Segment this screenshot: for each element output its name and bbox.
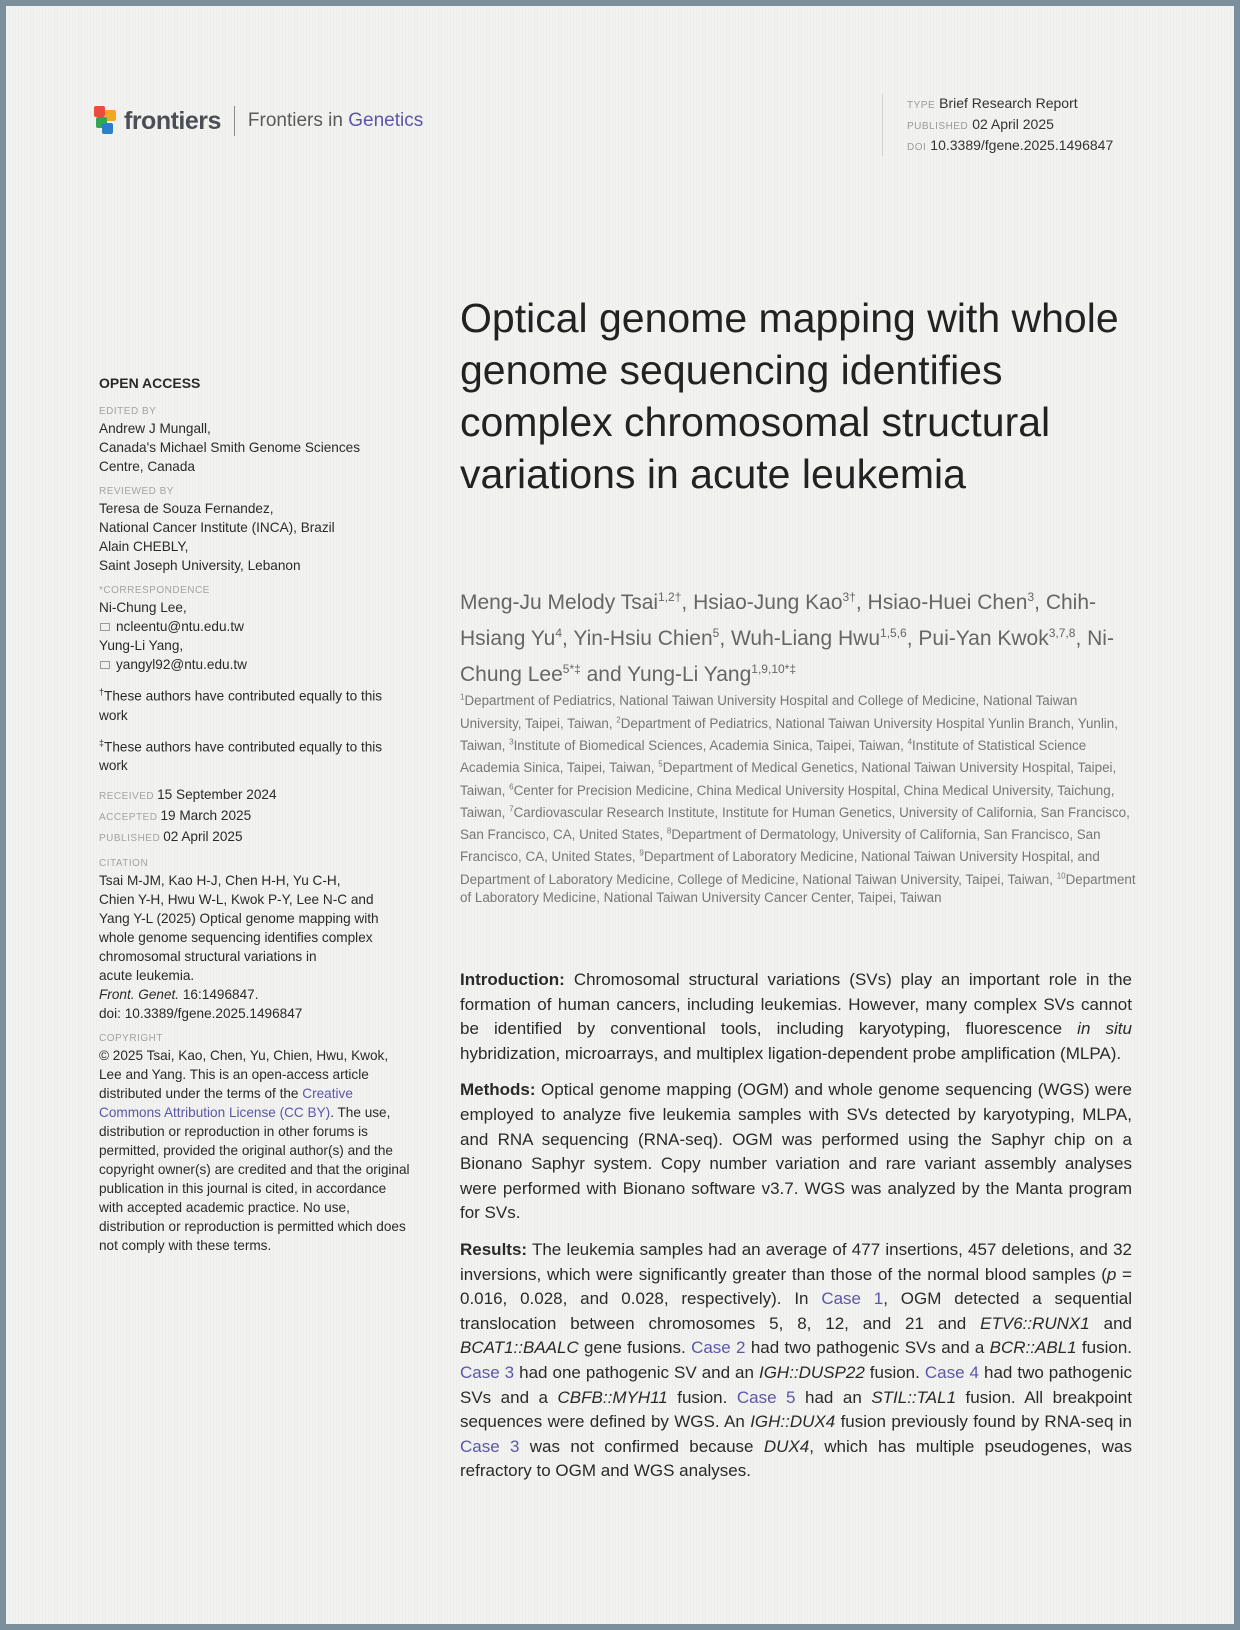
affiliation: $^9$Department of Laboratory Medicine, National Taiwan University Hospital, and Department of Laboratory Medicine, College of Medicine, National Taiwan University, Taipei, Taiwan, bbox=[460, 848, 1100, 887]
correspondent-email-row bbox=[99, 655, 414, 674]
copyright-pre: © 2025 Tsai, Kao, Chen, Yu, Chien, Hwu, Kwok, Lee and Yang. This is an open-access article distributed under the terms of the bbox=[99, 1048, 389, 1102]
article-title: Optical genome mapping with whole genome sequencing identifies complex chromosomal structural variations in acute leukemia bbox=[460, 295, 1119, 497]
envelope-icon bbox=[100, 661, 110, 669]
accepted-label: ACCEPTED bbox=[99, 812, 158, 824]
journal-subject: Genetics bbox=[348, 110, 424, 131]
abstract bbox=[460, 968, 1132, 1496]
journal-prefix: Frontiers in bbox=[247, 110, 349, 131]
footnote-text: These authors have contributed equally to this work bbox=[99, 739, 383, 774]
citation-line: whole genome sequencing identifies complex bbox=[99, 930, 373, 946]
correspondence-label: *CORRESPONDENCE bbox=[99, 585, 210, 596]
received-label: RECEIVED bbox=[99, 791, 155, 803]
copyright-label: COPYRIGHT bbox=[99, 1033, 163, 1045]
affiliation: $^8$Department of Dermatology, University of California, San Francisco, San Francisco, CA, United States, bbox=[460, 826, 1101, 865]
published-value: 02 April 2025 bbox=[163, 829, 243, 845]
case-link[interactable]: Case 3 bbox=[460, 1362, 515, 1382]
author[interactable]: Pui-Yan Kwok$^{3,7,8}$ bbox=[918, 626, 1076, 650]
editor-line: Centre, Canada bbox=[99, 459, 195, 474]
abstract-introduction: Introduction: Chromosomal structural variations (SVs) play an important role in the formation of human cancers, including leukemias. However, many complex SVs cannot be identified by conventional tools, including karyotyping, fluorescence in situ hybridization, microarrays, and multiplex ligation-dependent probe amplification (MLPA). bbox=[460, 970, 1132, 1063]
affiliations bbox=[460, 689, 1140, 908]
affiliation: $^6$Center for Precision Medicine, China Medical University Hospital, China Medical University, Taichung, Taiwan, bbox=[460, 782, 1115, 820]
section-label: Introduction: bbox=[460, 970, 565, 989]
copyright-text bbox=[99, 1046, 414, 1255]
section-label: Methods: bbox=[460, 1080, 536, 1100]
journal-logo[interactable] bbox=[94, 106, 423, 136]
author[interactable]: Hsiao-Jung Kao$^{3\dagger}$ bbox=[693, 590, 856, 614]
citation-doi: doi: 10.3389/fgene.2025.1496847 bbox=[99, 1006, 303, 1022]
meta-doi-label: DOI bbox=[907, 142, 927, 153]
case-link[interactable]: Case 4 bbox=[924, 1362, 979, 1382]
published-date bbox=[99, 827, 414, 848]
meta-doi-value[interactable]: 10.3389/fgene.2025.1496847 bbox=[930, 137, 1114, 153]
meta-published-label: PUBLISHED bbox=[907, 121, 969, 132]
citation-journal: Front. Genet. bbox=[99, 987, 180, 1003]
citation-line: chromosomal structural variations in bbox=[99, 949, 317, 965]
logo-divider bbox=[234, 106, 235, 136]
meta-type-value: Brief Research Report bbox=[939, 95, 1078, 111]
article-dates bbox=[99, 785, 414, 848]
journal-name bbox=[248, 110, 423, 132]
affiliation: $^3$Institute of Biomedical Sciences, Academia Sinica, Taipei, Taiwan, bbox=[509, 737, 908, 753]
footnote-equal-contribution bbox=[99, 734, 414, 776]
reviewer-line: Teresa de Souza Fernandez, bbox=[99, 501, 274, 516]
citation-label: CITATION bbox=[99, 858, 149, 870]
meta-type-label: TYPE bbox=[907, 100, 936, 111]
article-meta bbox=[882, 94, 1113, 156]
received-date bbox=[99, 785, 414, 806]
author-list: Meng-Ju Melody Tsai$^{1,2\dagger}$, Hsiao-Jung Kao$^{3\dagger}$, Hsiao-Huei Chen$^3$, Chih-Hsiang Yu$^4$, Yin-Hsiu Chien$^5$, Wuh-Liang Hwu$^{1,5,6}$, Pui-Yan Kwok$^{3,7,8}$, Ni-Chung Lee$^{5*\ddagger}$ and Yung-Li Yang$^{1,9,10*\ddagger}$ bbox=[460, 590, 1114, 686]
meta-published bbox=[907, 115, 1113, 136]
author[interactable]: Wuh-Liang Hwu$^{1,5,6}$ bbox=[730, 626, 907, 650]
reviewer-line: Alain CHEBLY, bbox=[99, 539, 189, 554]
author[interactable]: Chih-Hsiang Yu$^4$ bbox=[460, 591, 1096, 650]
case-link[interactable]: Case 5 bbox=[736, 1387, 796, 1407]
author[interactable]: Yin-Hsiu Chien$^5$ bbox=[573, 626, 720, 650]
open-access-label: OPEN ACCESS bbox=[99, 375, 201, 391]
citation-line: Yang Y-L (2025) Optical genome mapping with bbox=[99, 911, 379, 927]
editor-line: Canada's Michael Smith Genome Sciences bbox=[99, 440, 361, 455]
case-link[interactable]: Case 1 bbox=[821, 1289, 884, 1309]
publisher-name: frontiers bbox=[124, 106, 221, 135]
correspondent-email[interactable]: yangyl92@ntu.edu.tw bbox=[116, 657, 247, 672]
case-link[interactable]: Case 3 bbox=[460, 1436, 520, 1456]
published-label: PUBLISHED bbox=[99, 833, 161, 845]
article-page bbox=[6, 6, 1234, 1624]
correspondent-email-row bbox=[99, 617, 414, 636]
correspondent-email[interactable]: ncleentu@ntu.edu.tw bbox=[116, 619, 244, 634]
footnote-mark: ‡ bbox=[99, 737, 105, 748]
footnote-mark: † bbox=[99, 687, 105, 697]
editor-line: Andrew J Mungall, bbox=[99, 421, 211, 436]
footnote-equal-contribution bbox=[99, 683, 414, 725]
article-sidebar bbox=[99, 374, 414, 1255]
cc-by-license-link[interactable]: Creative Commons Attribution License (CC BY) bbox=[99, 1086, 353, 1121]
author[interactable]: Ni-Chung Lee$^{5*\ddagger}$ bbox=[460, 627, 1114, 686]
abstract-methods: Methods: Optical genome mapping (OGM) and whole genome sequencing (WGS) were employed to analyze five leukemia samples with SVs detected by karyotyping, MLPA, and RNA sequencing (RNA-seq). OGM was performed using the Saphyr chip on a Bionano Saphyr system. Copy number variation and rare variant assembly analyses were performed with Bionano software v3.7. WGS was analyzed by the Manta program for SVs. bbox=[460, 1080, 1132, 1223]
affiliation: $^2$Department of Pediatrics, National Taiwan University Hospital Yunlin Branch, Yunlin, Taiwan, bbox=[460, 715, 1118, 753]
reviewed-by-label: REVIEWED BY bbox=[99, 486, 174, 497]
frontiers-logo-icon bbox=[94, 106, 118, 136]
envelope-icon bbox=[100, 623, 110, 631]
author[interactable]: Yung-Li Yang$^{1,9,10*\ddagger}$ bbox=[627, 662, 797, 686]
affiliation: $^5$Department of Medical Genetics, National Taiwan University Hospital, Taipei, Taiwan, bbox=[460, 759, 1117, 798]
author[interactable]: Meng-Ju Melody Tsai$^{1,2\dagger}$ bbox=[460, 590, 682, 614]
affiliation: $^1$Department of Pediatrics, National Taiwan University Hospital and College of Medicine, National Taiwan University, Taipei, Taiwan, bbox=[460, 693, 1078, 731]
meta-published-value: 02 April 2025 bbox=[972, 116, 1054, 132]
affiliation: $^4$Institute of Statistical Science Academia Sinica, Taipei, Taiwan, bbox=[460, 737, 1087, 776]
edited-by-label: EDITED BY bbox=[99, 406, 157, 417]
reviewer-line: National Cancer Institute (INCA), Brazil bbox=[99, 520, 335, 535]
citation-journal-line bbox=[99, 985, 414, 1004]
case-link[interactable]: Case 2 bbox=[691, 1338, 746, 1358]
correspondent-name: Yung-Li Yang, bbox=[99, 638, 184, 653]
accepted-date bbox=[99, 806, 414, 827]
correspondent-name: Ni-Chung Lee, bbox=[99, 600, 187, 615]
affiliation: $^{10}$Department of Laboratory Medicine, National Taiwan University Cancer Center, Taipei, Taiwan bbox=[460, 871, 1136, 906]
section-label: Results: bbox=[460, 1239, 528, 1259]
reviewer-line: Saint Joseph University, Lebanon bbox=[99, 558, 301, 573]
footnote-text: These authors have contributed equally to this work bbox=[99, 688, 383, 723]
meta-type bbox=[907, 94, 1113, 115]
meta-doi bbox=[907, 136, 1113, 157]
accepted-value: 19 March 2025 bbox=[160, 808, 252, 824]
citation-volume: 16:1496847. bbox=[179, 987, 259, 1003]
author[interactable]: Hsiao-Huei Chen$^3$ bbox=[867, 590, 1035, 614]
affiliation: $^7$Cardiovascular Research Institute, Institute for Human Genetics, University of California, San Francisco, San Francisco, CA, United States, bbox=[460, 804, 1130, 843]
citation-line: Chien Y-H, Hwu W-L, Kwok P-Y, Lee N-C and bbox=[99, 892, 374, 908]
copyright-post: . The use, distribution or reproduction in other forums is permitted, provided the original author(s) and the copyright owner(s) are credited and that the original publication in this journal is cited, in accordance with accepted academic practice. No use, distribution or reproduction is permitted which does not comply with these terms. bbox=[99, 1105, 410, 1254]
citation-line: Tsai M-JM, Kao H-J, Chen H-H, Yu C-H, bbox=[99, 873, 341, 889]
abstract-results: Results: The leukemia samples had an average of 477 insertions, 457 deletions, and 32 inversions, which were significantly greater than those of the normal blood samples (p = 0.016, 0.028, and 0.028, respectively). In Case 1, OGM detected a sequential translocation between chromosomes 5, 8, 12, and 21 and ETV6::RUNX1 and BCAT1::BAALC gene fusions. Case 2 had two pathogenic SVs and a BCR::ABL1 fusion. Case 3 had one pathogenic SV and an IGH::DUSP22 fusion. Case 4 had two pathogenic SVs and a CBFB::MYH11 fusion. Case 5 had an STIL::TAL1 fusion. All breakpoint sequences were defined by WGS. An IGH::DUX4 fusion previously found by RNA-seq in Case 3 was not confirmed because DUX4, which has multiple pseudogenes, was refractory to OGM and WGS analyses. bbox=[460, 1239, 1133, 1481]
citation-line: acute leukemia. bbox=[99, 968, 195, 984]
received-value: 15 September 2024 bbox=[157, 787, 277, 803]
